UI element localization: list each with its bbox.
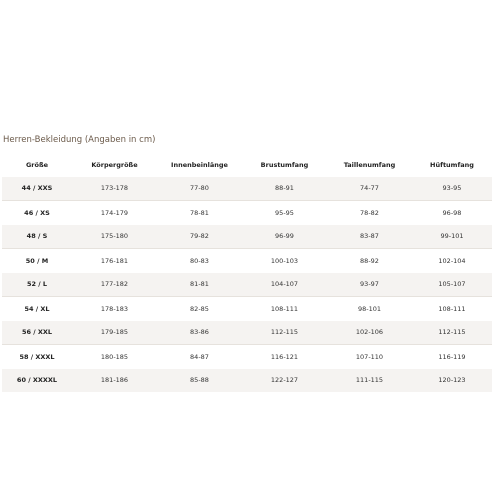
cell-size: 58 / XXXL	[2, 345, 72, 369]
cell-taillenumfang: 111-115	[327, 369, 412, 393]
table-row	[2, 273, 492, 297]
cell-brustumfang: 104-107	[242, 273, 327, 297]
cell-taillenumfang: 78-82	[327, 201, 412, 225]
header-hueftumfang: Hüftumfang	[430, 160, 474, 169]
cell-koerpergroesse: 176-181	[72, 249, 157, 273]
cell-hueftumfang: 112-115	[412, 321, 492, 345]
cell-brustumfang: 96-99	[242, 225, 327, 249]
cell-innenbeinlaenge: 79-82	[157, 225, 242, 249]
table-row	[2, 225, 492, 249]
header-koerpergroesse: Körpergröße	[91, 160, 138, 169]
cell-taillenumfang: 102-106	[327, 321, 412, 345]
table-row	[2, 249, 492, 273]
cell-brustumfang: 95-95	[242, 201, 327, 225]
cell-innenbeinlaenge: 80-83	[157, 249, 242, 273]
cell-size: 44 / XXS	[2, 177, 72, 201]
cell-size: 60 / XXXXL	[2, 369, 72, 393]
cell-innenbeinlaenge: 77-80	[157, 177, 242, 201]
cell-koerpergroesse: 173-178	[72, 177, 157, 201]
cell-hueftumfang: 99-101	[412, 225, 492, 249]
cell-size: 50 / M	[2, 249, 72, 273]
cell-size: 52 / L	[2, 273, 72, 297]
cell-koerpergroesse: 179-185	[72, 321, 157, 345]
cell-size: 56 / XXL	[2, 321, 72, 345]
cell-size: 48 / S	[2, 225, 72, 249]
table-row	[2, 321, 492, 345]
header-brustumfang: Brustumfang	[260, 160, 309, 169]
cell-taillenumfang: 93-97	[327, 273, 412, 297]
cell-brustumfang: 116-121	[242, 345, 327, 369]
cell-hueftumfang: 108-111	[412, 297, 492, 321]
cell-hueftumfang: 116-119	[412, 345, 492, 369]
cell-hueftumfang: 93-95	[412, 177, 492, 201]
cell-innenbeinlaenge: 85-88	[157, 369, 242, 393]
header-taillenumfang: Taillenumfang	[343, 160, 396, 169]
cell-taillenumfang: 107-110	[327, 345, 412, 369]
cell-taillenumfang: 74-77	[327, 177, 412, 201]
header-groesse: Größe	[25, 160, 49, 169]
cell-koerpergroesse: 178-183	[72, 297, 157, 321]
cell-taillenumfang: 88-92	[327, 249, 412, 273]
table-row	[2, 369, 492, 393]
header-row	[2, 153, 492, 177]
cell-innenbeinlaenge: 83-86	[157, 321, 242, 345]
cell-innenbeinlaenge: 81-81	[157, 273, 242, 297]
cell-hueftumfang: 96-98	[412, 201, 492, 225]
cell-koerpergroesse: 175-180	[72, 225, 157, 249]
cell-brustumfang: 112-115	[242, 321, 327, 345]
cell-brustumfang: 108-111	[242, 297, 327, 321]
cell-koerpergroesse: 177-182	[72, 273, 157, 297]
cell-hueftumfang: 120-123	[412, 369, 492, 393]
table-title: Herren-Bekleidung (Angaben in cm)	[3, 135, 156, 145]
cell-brustumfang: 88-91	[242, 177, 327, 201]
cell-brustumfang: 100-103	[242, 249, 327, 273]
header-innenbeinlaenge: Innenbeinlänge	[171, 160, 228, 169]
table-row	[2, 345, 492, 369]
cell-innenbeinlaenge: 82-85	[157, 297, 242, 321]
cell-size: 54 / XL	[2, 297, 72, 321]
table-row	[2, 177, 492, 201]
cell-hueftumfang: 102-104	[412, 249, 492, 273]
cell-koerpergroesse: 181-186	[72, 369, 157, 393]
cell-size: 46 / XS	[2, 201, 72, 225]
cell-brustumfang: 122-127	[242, 369, 327, 393]
cell-koerpergroesse: 174-179	[72, 201, 157, 225]
cell-innenbeinlaenge: 78-81	[157, 201, 242, 225]
cell-koerpergroesse: 180-185	[72, 345, 157, 369]
size-table	[2, 153, 492, 392]
table-row	[2, 201, 492, 225]
table-row	[2, 297, 492, 321]
cell-taillenumfang: 83-87	[327, 225, 412, 249]
cell-taillenumfang: 98-101	[327, 297, 412, 321]
cell-innenbeinlaenge: 84-87	[157, 345, 242, 369]
cell-hueftumfang: 105-107	[412, 273, 492, 297]
